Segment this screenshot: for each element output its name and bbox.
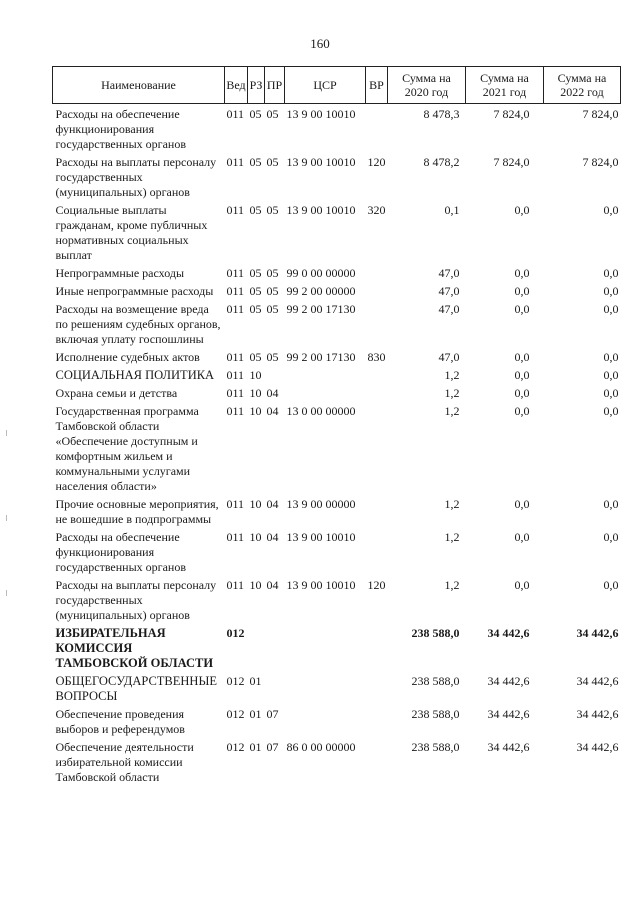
cell-ved: 011 [226,350,245,364]
cell-rz: 05 [249,155,262,169]
cell-pr: 05 [266,284,279,298]
budget-table [52,66,621,785]
table-row [53,365,621,383]
cell-name: Государственная программа Тамбовской области «Обеспечение доступным и комфортным жильем и коммунальными услугами населения области» [55,404,199,493]
cell-name: ИЗБИРАТЕЛЬНАЯ КОМИССИЯ ТАМБОВСКОЙ ОБЛАСТИ [55,626,214,670]
cell-name: Обеспечение проведения выборов и референдумов [55,707,185,736]
table-row [53,575,621,623]
cell-sum-2020: 1,2 [444,404,460,418]
cell-pr: 05 [266,266,279,280]
cell-sum-2022: 7 824,0 [582,107,619,121]
cell-csr [285,704,366,737]
budget-table-container [52,66,620,785]
cell-sum-2021: 0,0 [514,497,530,511]
cell-csr: 13 9 00 10010 [286,107,356,121]
cell-rz: 05 [249,302,262,316]
cell-pr: 04 [266,497,279,511]
cell-sum-2020: 47,0 [438,266,460,280]
cell-sum-2020: 47,0 [438,284,460,298]
cell-vr [366,494,388,527]
table-row [53,401,621,494]
header-sum-2020: Сумма на 2020 год [388,67,466,104]
cell-sum-2021: 0,0 [514,203,530,217]
cell-vr [366,299,388,347]
cell-rz: 01 [249,740,262,754]
cell-sum-2022: 0,0 [603,497,619,511]
cell-sum-2021: 34 442,6 [487,740,530,754]
page-number: 160 [310,36,330,51]
cell-vr [366,704,388,737]
cell-pr: 05 [266,203,279,217]
cell-rz: 10 [249,404,262,418]
cell-pr: 04 [266,386,279,400]
table-row [53,623,621,671]
cell-rz: 01 [249,707,262,721]
cell-pr [265,623,285,671]
cell-sum-2021: 0,0 [514,302,530,316]
table-row [53,527,621,575]
cell-sum-2022: 0,0 [603,386,619,400]
cell-sum-2022: 0,0 [603,302,619,316]
cell-ved: 011 [226,284,245,298]
cell-pr: 04 [266,578,279,592]
cell-sum-2022: 7 824,0 [582,155,619,169]
header-row [53,67,621,104]
cell-csr: 13 9 00 10010 [286,578,356,592]
cell-name: Исполнение судебных актов [55,350,200,364]
cell-ved: 011 [226,302,245,316]
cell-sum-2021: 0,0 [514,578,530,592]
cell-ved: 011 [226,530,245,544]
cell-name: Непрограммные расходы [55,266,185,280]
cell-sum-2020: 47,0 [438,350,460,364]
table-row [53,347,621,365]
table-row [53,671,621,704]
cell-vr: 120 [367,155,386,169]
header-csr: ЦСР [285,67,366,104]
cell-name: Охрана семьи и детства [55,386,178,400]
cell-sum-2020: 47,0 [438,302,460,316]
cell-pr: 05 [266,350,279,364]
cell-name: Обеспечение деятельности избирательной комиссии Тамбовской области [55,740,194,784]
table-row [53,737,621,785]
cell-csr [285,383,366,401]
cell-vr [366,527,388,575]
cell-csr: 99 2 00 17130 [286,350,356,364]
cell-name: Расходы на выплаты персоналу государственных (муниципальных) органов [55,155,217,199]
table-row [53,383,621,401]
cell-csr [285,623,366,671]
cell-ved: 012 [226,707,245,721]
cell-sum-2022: 0,0 [603,578,619,592]
cell-sum-2020: 1,2 [444,497,460,511]
cell-name: СОЦИАЛЬНАЯ ПОЛИТИКА [55,368,215,382]
cell-sum-2020: 1,2 [444,578,460,592]
table-row [53,104,621,153]
cell-sum-2022: 34 442,6 [576,626,619,640]
cell-rz: 05 [249,203,262,217]
cell-vr: 120 [367,578,386,592]
cell-ved: 011 [226,386,245,400]
cell-sum-2020: 238 588,0 [411,740,460,754]
cell-vr [366,737,388,785]
cell-sum-2022: 0,0 [603,530,619,544]
cell-name: ОБЩЕГОСУДАРСТВЕННЫЕ ВОПРОСЫ [55,674,217,703]
table-row [53,263,621,281]
header-vr: ВР [366,67,388,104]
cell-csr: 13 0 00 00000 [286,404,356,418]
cell-sum-2022: 0,0 [603,266,619,280]
cell-sum-2020: 8 478,2 [423,155,460,169]
cell-name: Расходы на возмещение вреда по решениям судебных органов, включая уплату госпошлины [55,302,221,346]
cell-ved: 011 [226,203,245,217]
margin-mark [6,515,7,521]
cell-csr: 13 9 00 00000 [286,497,356,511]
cell-vr [366,281,388,299]
cell-name: Прочие основные мероприятия, не вошедшие в подпрограммы [55,497,219,526]
header-sum-2021: Сумма на 2021 год [466,67,544,104]
cell-sum-2020: 238 588,0 [411,626,460,640]
table-row [53,299,621,347]
cell-csr: 13 9 00 10010 [286,203,356,217]
cell-sum-2020: 0,1 [444,203,460,217]
cell-csr [285,365,366,383]
cell-ved: 011 [226,497,245,511]
cell-rz: 05 [249,266,262,280]
cell-sum-2022: 0,0 [603,284,619,298]
cell-vr [366,263,388,281]
cell-vr [366,671,388,704]
cell-sum-2020: 1,2 [444,530,460,544]
cell-sum-2021: 0,0 [514,530,530,544]
cell-ved: 011 [226,266,245,280]
cell-rz: 05 [249,350,262,364]
cell-sum-2021: 0,0 [514,284,530,298]
cell-csr: 99 0 00 00000 [286,266,356,280]
cell-rz: 10 [249,530,262,544]
header-rz: РЗ [248,67,265,104]
cell-ved: 012 [226,674,245,688]
cell-sum-2020: 8 478,3 [423,107,460,121]
cell-csr: 13 9 00 10010 [286,155,356,169]
header-name: Наименование [53,67,225,104]
cell-csr [285,671,366,704]
margin-mark [6,590,7,596]
cell-ved: 011 [226,155,245,169]
cell-pr [265,365,285,383]
cell-name: Социальные выплаты гражданам, кроме публичных нормативных социальных выплат [55,203,208,262]
cell-rz: 10 [249,368,262,382]
cell-sum-2022: 0,0 [603,203,619,217]
cell-vr [366,623,388,671]
cell-csr: 13 9 00 10010 [286,530,356,544]
cell-ved: 012 [226,626,245,640]
cell-sum-2022: 34 442,6 [576,707,619,721]
cell-sum-2021: 34 442,6 [487,626,530,640]
cell-rz: 05 [249,107,262,121]
cell-name: Иные непрограммные расходы [55,284,214,298]
cell-sum-2021: 7 824,0 [493,155,530,169]
cell-csr: 99 2 00 17130 [286,302,356,316]
cell-sum-2021: 0,0 [514,386,530,400]
cell-sum-2021: 7 824,0 [493,107,530,121]
cell-rz [248,623,265,671]
cell-sum-2020: 1,2 [444,386,460,400]
cell-name: Расходы на обеспечение функционирования государственных органов [55,107,186,151]
cell-name: Расходы на выплаты персоналу государственных (муниципальных) органов [55,578,217,622]
cell-rz: 10 [249,578,262,592]
cell-sum-2020: 238 588,0 [411,707,460,721]
cell-sum-2020: 1,2 [444,368,460,382]
cell-vr [366,104,388,153]
cell-pr: 04 [266,404,279,418]
cell-vr [366,383,388,401]
cell-ved: 011 [226,404,245,418]
cell-ved: 011 [226,368,245,382]
cell-sum-2021: 0,0 [514,368,530,382]
cell-vr: 320 [367,203,386,217]
cell-sum-2022: 0,0 [603,368,619,382]
header-pr: ПР [265,67,285,104]
cell-sum-2020: 238 588,0 [411,674,460,688]
cell-rz: 10 [249,497,262,511]
cell-sum-2021: 34 442,6 [487,674,530,688]
cell-pr: 05 [266,107,279,121]
cell-ved: 011 [226,107,245,121]
cell-vr [366,365,388,383]
cell-sum-2021: 0,0 [514,404,530,418]
table-row [53,494,621,527]
cell-sum-2021: 0,0 [514,266,530,280]
cell-ved: 011 [226,578,245,592]
cell-rz: 10 [249,386,262,400]
header-ved: Вед [225,67,248,104]
cell-pr: 05 [266,302,279,316]
margin-mark [6,430,7,436]
cell-sum-2021: 0,0 [514,350,530,364]
table-row [53,704,621,737]
cell-rz: 01 [249,674,262,688]
header-sum-2022: Сумма на 2022 год [544,67,621,104]
cell-vr [366,401,388,494]
cell-pr [265,671,285,704]
cell-sum-2022: 0,0 [603,350,619,364]
cell-pr: 05 [266,155,279,169]
table-row [53,200,621,263]
table-row [53,281,621,299]
cell-csr: 86 0 00 00000 [286,740,356,754]
cell-ved: 012 [226,740,245,754]
cell-rz: 05 [249,284,262,298]
cell-pr: 04 [266,530,279,544]
cell-pr: 07 [266,707,279,721]
cell-csr: 99 2 00 00000 [286,284,356,298]
table-body [53,104,621,786]
cell-sum-2021: 34 442,6 [487,707,530,721]
cell-pr: 07 [266,740,279,754]
cell-sum-2022: 0,0 [603,404,619,418]
cell-sum-2022: 34 442,6 [576,674,619,688]
cell-name: Расходы на обеспечение функционирования государственных органов [55,530,186,574]
cell-vr: 830 [367,350,386,364]
table-row [53,152,621,200]
cell-sum-2022: 34 442,6 [576,740,619,754]
